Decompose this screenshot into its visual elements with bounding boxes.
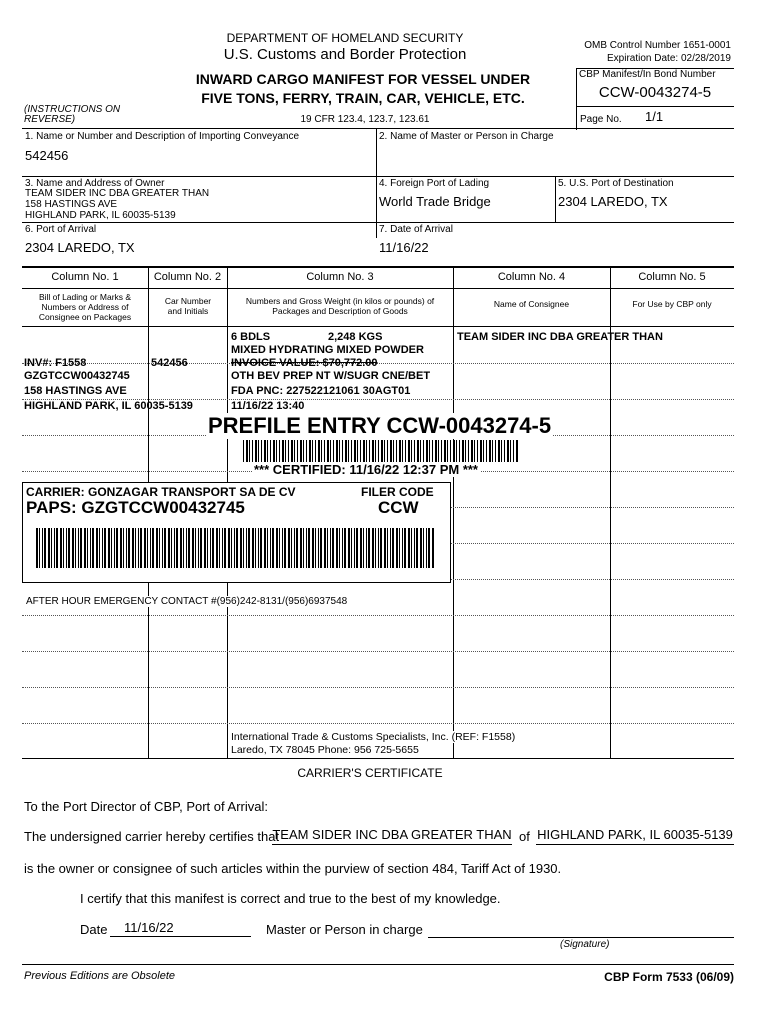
fda-pnc: FDA PNC: 227522121061 30AGT01 (231, 385, 411, 397)
instructions-note-2: REVERSE) (24, 114, 76, 125)
conveyance-value: 542456 (25, 148, 69, 163)
department-name: DEPARTMENT OF HOMELAND SECURITY (226, 31, 464, 45)
prefile-entry-title: PREFILE ENTRY CCW-0043274-5 (208, 413, 552, 438)
arrival-port-label: 6. Port of Arrival (25, 224, 97, 235)
master-signature-label: Master or Person in charge (266, 922, 423, 937)
certificate-title: CARRIER'S CERTIFICATE (297, 766, 443, 780)
consignee-name: TEAM SIDER INC DBA GREATER THAN (457, 331, 663, 343)
page-number: 1/1 (645, 109, 664, 124)
form-title-line2: FIVE TONS, FERRY, TRAIN, CAR, VEHICLE, ETC. (201, 90, 525, 106)
column-2-header: Column No. 2 (153, 271, 222, 283)
column-2-description: Car Number and Initials (164, 296, 212, 316)
owner-name: TEAM SIDER INC DBA GREATER THAN (25, 188, 210, 199)
certifies-text: The undersigned carrier hereby certifies that (24, 829, 280, 844)
form-title-line1: INWARD CARGO MANIFEST FOR VESSEL UNDER (195, 71, 531, 87)
arrival-date-value: 11/16/22 (379, 240, 429, 255)
owner-city: HIGHLAND PARK, IL 60035-5139 (25, 210, 176, 221)
destination-label: 5. U.S. Port of Destination (558, 178, 674, 189)
column-1-description: Bill of Lading or Marks & Numbers or Address of Consignee on Packages (38, 292, 132, 322)
column-3-header: Column No. 3 (306, 271, 374, 283)
date-label: Date (80, 922, 108, 937)
carrier-name: CARRIER: GONZAGAR TRANSPORT SA DE CV (26, 485, 296, 499)
column-5-header: Column No. 5 (638, 271, 706, 283)
signature-label: (Signature) (560, 939, 610, 950)
of-text: of (519, 829, 530, 844)
column-4-header: Column No. 4 (497, 271, 566, 283)
column-4-description: Name of Consignee (493, 299, 570, 309)
emergency-contact: AFTER HOUR EMERGENCY CONTACT #(956)242-8131/(956)6937548 (26, 596, 348, 607)
arrival-port-value: 2304 LAREDO, TX (25, 240, 135, 255)
filer-code: CCW (378, 498, 419, 517)
gross-weight: 2,248 KGS (328, 331, 383, 343)
signature-line[interactable] (428, 920, 734, 938)
consignee-street: 158 HASTINGS AVE (24, 385, 127, 397)
invoice-value: INVOICE VALUE: $70,772.00 (231, 357, 378, 369)
package-count: 6 BDLS (231, 331, 271, 343)
instructions-note: (INSTRUCTIONS ON (24, 104, 121, 115)
owner-label: 3. Name and Address of Owner (25, 178, 165, 189)
manifest-number-label: CBP Manifest/In Bond Number (579, 69, 716, 80)
master-label: 2. Name of Master or Person in Charge (379, 131, 554, 142)
prefile-barcode (243, 440, 519, 462)
cfr-reference: 19 CFR 123.4, 123.7, 123.61 (300, 114, 430, 125)
lading-port-label: 4. Foreign Port of Lading (379, 178, 490, 189)
column-5-description: For Use by CBP only (632, 299, 712, 309)
broker-name: International Trade & Customs Specialists, Inc. (REF: F1558) (231, 731, 516, 743)
obsolete-notice: Previous Editions are Obsolete (24, 970, 176, 982)
filer-code-label: FILER CODE (361, 485, 434, 499)
manifest-number: CCW-0043274-5 (598, 84, 712, 101)
goods-description: MIXED HYDRATING MIXED POWDER (231, 344, 424, 356)
column-3-description: Numbers and Gross Weight (in kilos or pounds) of Packages and Description of Goods (245, 296, 435, 316)
certified-owner-name[interactable]: TEAM SIDER INC DBA GREATER THAN (272, 827, 512, 845)
car-number: 542456 (151, 357, 188, 369)
destination-value: 2304 LAREDO, TX (558, 194, 668, 209)
consignee-city: HIGHLAND PARK, IL 60035-5139 (24, 400, 193, 412)
certificate-date[interactable]: 11/16/22 (110, 920, 251, 937)
certificate-addressee: To the Port Director of CBP, Port of Arrival: (24, 799, 268, 814)
paps-reference: GZGTCCW00432745 (24, 370, 130, 382)
conveyance-label: 1. Name or Number and Description of Importing Conveyance (25, 131, 300, 142)
arrival-date-label: 7. Date of Arrival (379, 224, 453, 235)
certified-stamp: *** CERTIFIED: 11/16/22 12:37 PM *** (254, 462, 478, 477)
paps-number: PAPS: GZGTCCW00432745 (26, 498, 245, 517)
omb-control-number: OMB Control Number 1651-0001 (584, 40, 731, 51)
agency-name: U.S. Customs and Border Protection (223, 46, 467, 63)
form-number: CBP Form 7533 (06/09) (604, 970, 734, 984)
page-number-label: Page No. (580, 114, 622, 125)
column-1-header: Column No. 1 (51, 271, 119, 283)
expiration-date: Expiration Date: 02/28/2019 (607, 53, 731, 64)
broker-address: Laredo, TX 78045 Phone: 956 725-5655 (231, 744, 419, 756)
owner-street: 158 HASTINGS AVE (25, 199, 118, 210)
paps-barcode (36, 528, 434, 568)
owner-statement: is the owner or consignee of such articles within the purview of section 484, Tariff Act of 1930. (24, 861, 562, 876)
correctness-statement: I certify that this manifest is correct and true to the best of my knowledge. (80, 891, 501, 906)
lading-port-value: World Trade Bridge (379, 194, 491, 209)
goods-description-2: OTH BEV PREP NT W/SUGR CNE/BET (231, 370, 431, 382)
invoice-number: INV#: F1558 (24, 357, 87, 369)
certified-owner-place[interactable]: HIGHLAND PARK, IL 60035-5139 (536, 827, 734, 845)
cargo-timestamp: 11/16/22 13:40 (231, 400, 305, 412)
